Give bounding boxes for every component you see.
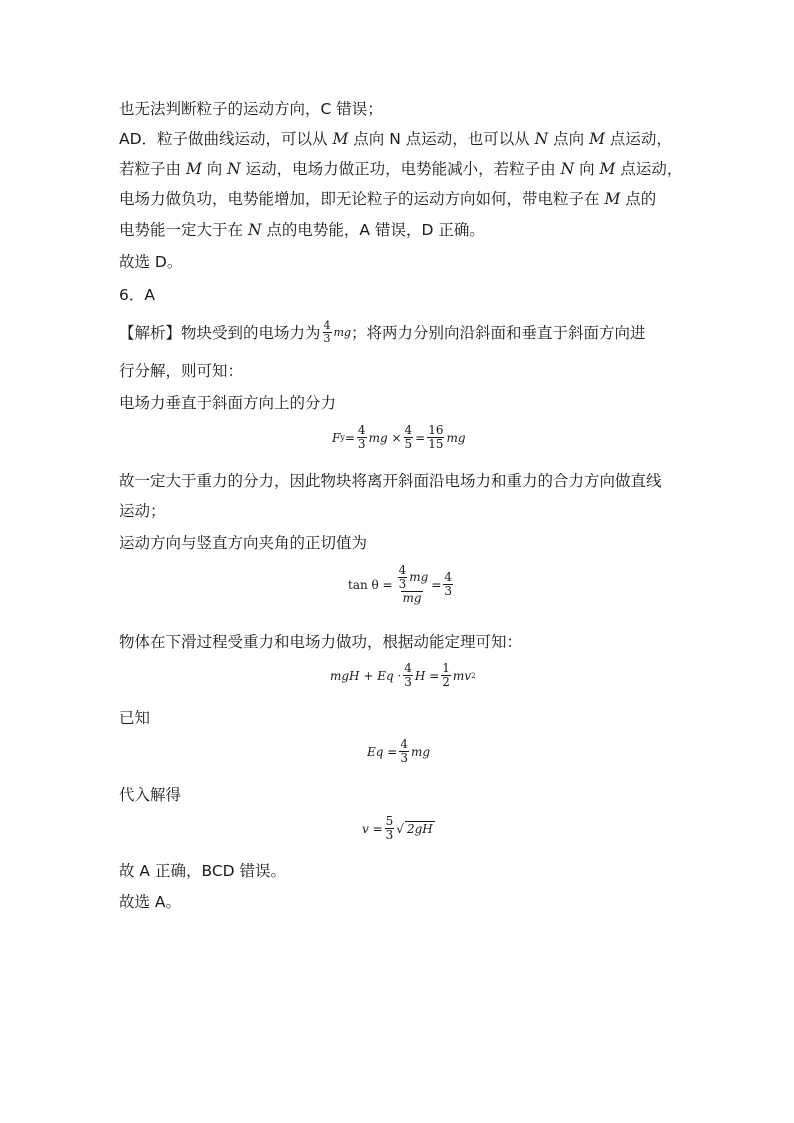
text-line-17: 故 A 正确，BCD 错误。 <box>119 862 287 880</box>
text-span: 【解析】物块受到的电场力为 <box>119 323 321 342</box>
denominator: 15 <box>428 437 444 452</box>
denominator: 3 <box>385 828 394 843</box>
text-line-8 <box>119 320 646 345</box>
equation-v <box>362 815 435 842</box>
text-span: 点的电势能，A 错误，D 正确。 <box>261 221 485 239</box>
text-span: AD．粒子做曲线运动，可以从 <box>119 130 333 148</box>
text-line-15: 已知 <box>119 709 151 727</box>
text-line-18: 故选 A。 <box>119 893 182 911</box>
denominator: 3 <box>404 675 412 690</box>
fraction <box>357 424 367 451</box>
denominator <box>401 591 422 605</box>
text-span: 点运动， <box>604 130 672 148</box>
var-n: N <box>560 160 575 178</box>
text-line-12: 运动； <box>119 502 166 520</box>
math-term: mg <box>333 325 351 339</box>
fraction <box>443 571 453 598</box>
equation-eq <box>367 738 430 765</box>
text-span: 电势能一定大于在 <box>119 221 248 239</box>
numerator: 4 <box>357 423 366 437</box>
text-line-5 <box>119 220 485 240</box>
equation-tan <box>348 564 455 606</box>
text-line-13: 运动方向与竖直方向夹角的正切值为 <box>119 534 368 552</box>
math-term: Eq = <box>367 744 398 759</box>
math-operator: = <box>431 577 442 592</box>
var-m: M <box>589 130 605 148</box>
math-operator: = <box>415 430 426 445</box>
text-line-14: 物体在下滑过程受重力和电场力做功，根据动能定理可知： <box>119 633 523 651</box>
text-span: 向 <box>201 160 228 178</box>
denominator: 3 <box>400 751 408 766</box>
text-line-9: 行分解，则可知： <box>119 362 244 380</box>
denominator: 3 <box>323 332 331 346</box>
math-term: v = <box>362 821 383 836</box>
var-n: N <box>247 221 262 239</box>
math-term: mv <box>452 668 472 683</box>
fraction <box>427 424 444 451</box>
text-line-2 <box>119 129 672 149</box>
numerator: 4 <box>404 661 412 675</box>
var-m: M <box>604 190 621 208</box>
equation-energy <box>330 662 476 689</box>
math-term: H = <box>414 668 440 683</box>
math-term: tan θ = <box>348 577 393 592</box>
text-line-1: 也无法判断粒子的运动方向，C 错误； <box>119 100 383 118</box>
numerator <box>395 564 430 591</box>
sqrt-sign: √ <box>396 821 404 836</box>
fraction <box>403 662 413 689</box>
var-m: M <box>599 160 616 178</box>
var-n: N <box>534 130 549 148</box>
text-line-3 <box>119 159 682 179</box>
text-span: 向 <box>574 160 600 178</box>
equation-fy <box>332 424 466 451</box>
denominator: 3 <box>357 437 366 452</box>
numerator: 4 <box>400 737 408 751</box>
numerator: 4 <box>398 563 407 577</box>
math-term: mg <box>446 430 466 445</box>
numerator: 4 <box>404 423 413 437</box>
fraction <box>399 738 409 765</box>
numerator: 1 <box>442 661 450 675</box>
denominator: 2 <box>442 675 450 690</box>
var-m: M <box>185 160 202 178</box>
question-number: 6．A <box>119 286 155 304</box>
fraction <box>441 662 451 689</box>
inline-force-formula <box>321 320 351 345</box>
text-line-4 <box>119 189 656 209</box>
math-term: F <box>332 430 341 445</box>
fraction <box>398 564 408 591</box>
numerator: 16 <box>428 423 444 437</box>
text-line-16: 代入解得 <box>119 786 182 804</box>
fraction <box>385 815 395 842</box>
math-term: mg × <box>368 430 402 445</box>
math-term: mgH + Eq · <box>330 668 402 683</box>
denominator: 3 <box>398 577 407 592</box>
text-line-10: 电场力垂直于斜面方向上的分力 <box>119 394 337 412</box>
math-operator: = <box>344 430 355 445</box>
math-term: mg <box>402 591 422 606</box>
text-span: ；将两力分别向沿斜面和垂直于斜面方向进 <box>351 323 646 342</box>
text-span: 若粒子由 <box>119 160 186 178</box>
numerator: 5 <box>385 814 394 828</box>
text-span: 点向 N 点运动，也可以从 <box>348 130 535 148</box>
subscript: y <box>340 433 345 443</box>
text-line-6: 故选 D。 <box>119 253 183 271</box>
text-span: 点运动， <box>615 160 683 178</box>
text-span: 点向 <box>548 130 590 148</box>
text-span: 点的 <box>620 190 657 208</box>
var-m: M <box>332 130 349 148</box>
numerator: 4 <box>323 319 331 332</box>
text-span: 电场力做负功，电势能增加，即无论粒子的运动方向如何，带电粒子在 <box>119 190 605 208</box>
text-span: 运动，电场力做正功，电势能减小，若粒子由 <box>240 160 561 178</box>
numerator: 4 <box>444 570 453 585</box>
math-term: mg <box>409 570 429 585</box>
denominator: 5 <box>404 437 413 452</box>
text-line-11: 故一定大于重力的分力，因此物块将离开斜面沿电场力和重力的合力方向做直线 <box>119 472 662 490</box>
radicand: 2gH <box>406 822 433 837</box>
compound-fraction <box>395 564 430 606</box>
superscript: 2 <box>471 671 476 680</box>
fraction <box>323 320 332 345</box>
math-term: mg <box>410 744 431 759</box>
denominator: 3 <box>444 584 453 599</box>
var-n: N <box>227 160 241 178</box>
fraction <box>404 424 414 451</box>
